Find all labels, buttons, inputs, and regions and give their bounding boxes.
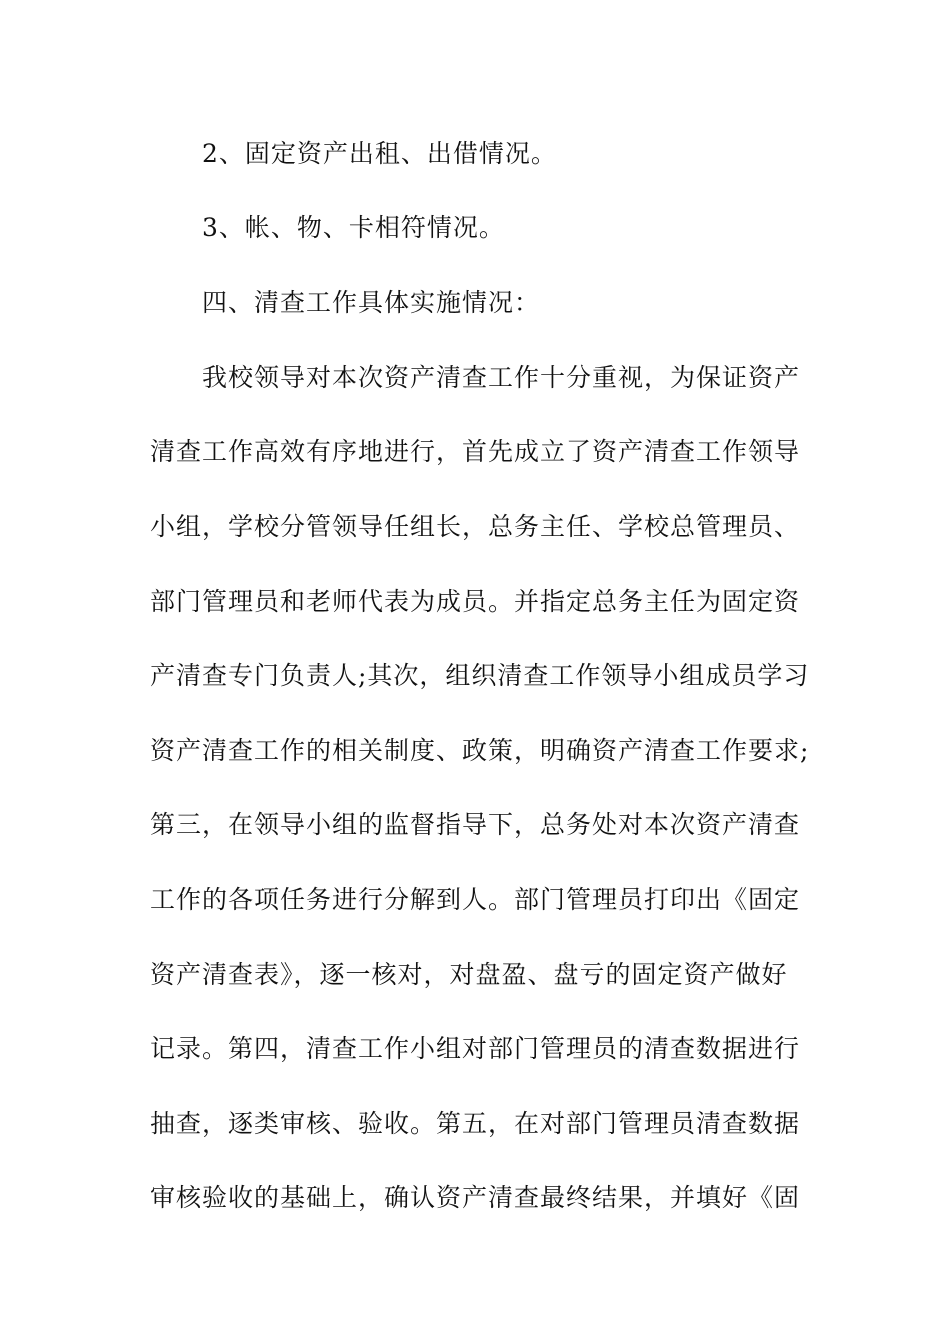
paragraph-line: 审核验收的基础上，确认资产清查最终结果，并填好《固	[150, 1183, 801, 1212]
paragraph-line: 工作的各项任务进行分解到人。部门管理员打印出《固定	[150, 885, 801, 914]
paragraph-line: 小组，学校分管领导任组长，总务主任、学校总管理员、	[150, 512, 801, 541]
paragraph-line: 资产清查表》，逐一核对，对盘盈、盘亏的固定资产做好	[150, 960, 788, 989]
paragraph-line: 清查工作高效有序地进行，首先成立了资产清查工作领导	[150, 437, 801, 466]
paragraph-line: 抽查，逐类审核、验收。第五，在对部门管理员清查数据	[150, 1109, 801, 1138]
paragraph-line: 产清查专门负责人;其次，组织清查工作领导小组成员学习	[150, 661, 810, 690]
paragraph-line: 记录。第四，清查工作小组对部门管理员的清查数据进行	[150, 1034, 801, 1063]
paragraph-line: 资产清查工作的相关制度、政策，明确资产清查工作要求;	[150, 736, 810, 765]
paragraph-line: 我校领导对本次资产清查工作十分重视，为保证资产	[202, 363, 801, 392]
list-item-3: 3、帐、物、卡相符情况。	[202, 213, 505, 242]
section-heading-4: 四、清查工作具体实施情况：	[202, 288, 541, 317]
paragraph-line: 部门管理员和老师代表为成员。并指定总务主任为固定资	[150, 587, 801, 616]
paragraph-line: 第三，在领导小组的监督指导下，总务处对本次资产清查	[150, 810, 801, 839]
list-item-2: 2、固定资产出租、出借情况。	[202, 139, 557, 168]
